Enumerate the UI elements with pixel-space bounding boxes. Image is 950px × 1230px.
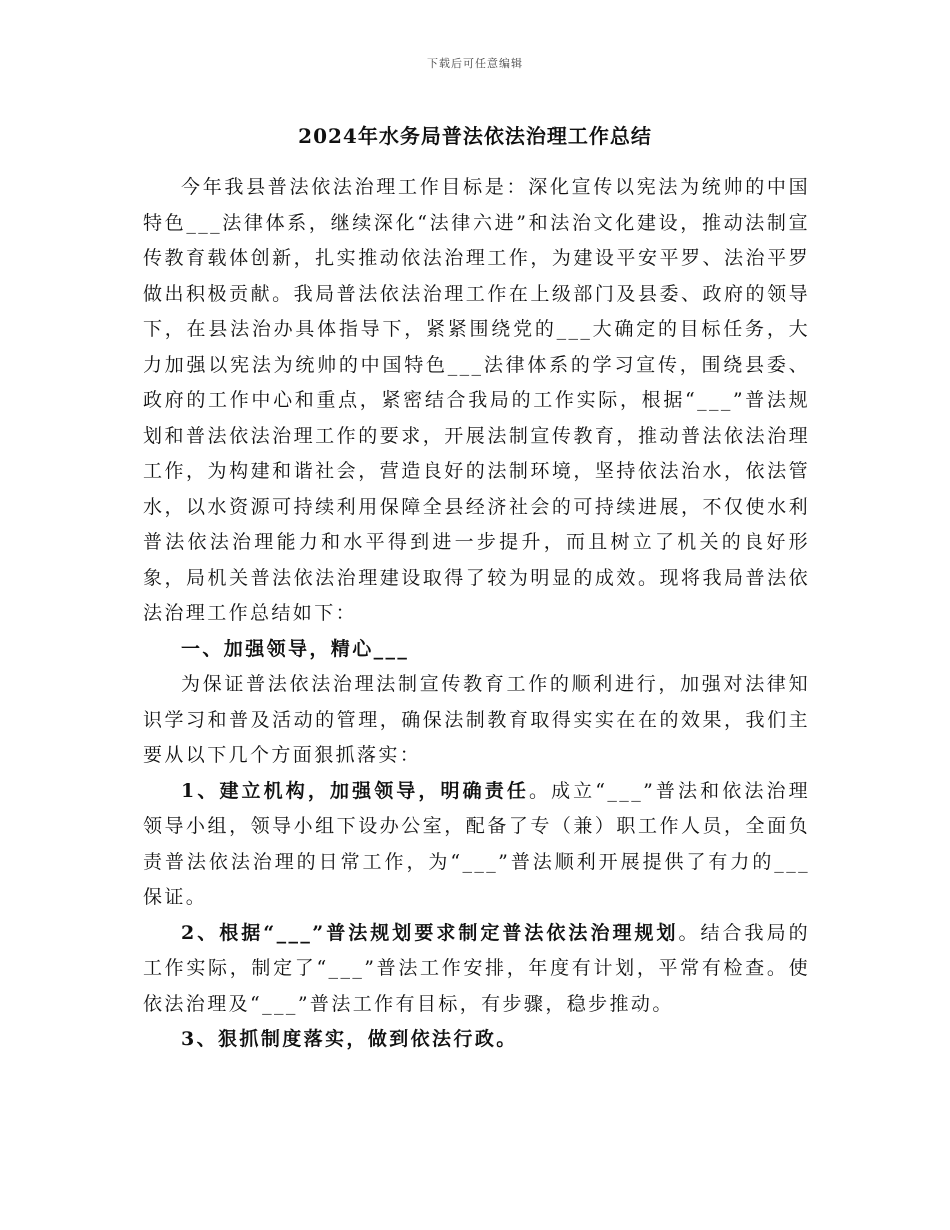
item-2-text: 。结合我局的工作实际，制定了“___”普法工作安排，年度有计划，平常有检查。使依法治理及“___”普法工作有目标，有步骤，稳步推动。 — [143, 921, 810, 1015]
item-1-text: 。成立“___”普法和依法治理领导小组，领导小组下设办公室，配备了专（兼）职工作人员，全面负责普法依法治理的日常工作，为“___”普法顺利开展提供了有力的___保证。 — [143, 779, 810, 908]
document-body — [143, 170, 810, 1058]
item-3-heading: 3、狠抓制度落实，做到依法行政。 — [181, 1028, 518, 1050]
header-note: 下载后可任意编辑 — [427, 57, 523, 70]
section-heading-1: 一、加强领导，精心___ — [181, 637, 410, 660]
section-1-paragraph: 为保证普法依法治理法制宣传教育工作的顺利进行，加强对法律知识学习和普及活动的管理，确保法制教育取得实实在在的效果，我们主要从以下几个方面狠抓落实： — [143, 673, 810, 766]
item-2-lead: 2、根据“___”普法规划要求制定普法依法治理规划 — [181, 921, 679, 944]
item-2-paragraph — [143, 916, 810, 1023]
document-title: 2024年水务局普法依法治理工作总结 — [298, 124, 652, 148]
item-1-lead: 1、建立机构，加强领导，明确责任 — [181, 779, 529, 802]
intro-paragraph: 今年我县普法依法治理工作目标是：深化宣传以宪法为统帅的中国特色___法律体系，继续深化“法律六进”和法治文化建设，推动法制宣传教育载体创新，扎实推动依法治理工作，为建设平安平罗、法治平罗做出积极贡献。我局普法依法治理工作在上级部门及县委、政府的领导下，在县法治办具体指导下，紧紧围绕党的___大确定的目标任务，大力加强以宪法为统帅的中国特色___法律体系的学习宣传，围绕县委、政府的工作中心和重点，紧密结合我局的工作实际，根据“___”普法规划和普法依法治理工作的要求，开展法制宣传教育，推动普法依法治理工作，为构建和谐社会，营造良好的法制环境，坚持依法治水，依法管水，以水资源可持续利用保障全县经济社会的可持续进展，不仅使水利普法依法治理能力和水平得到进一步提升，而且树立了机关的良好形象，局机关普法依法治理建设取得了较为明显的成效。现将我局普法依法治理工作总结如下： — [143, 176, 810, 624]
item-1-paragraph — [143, 774, 810, 916]
